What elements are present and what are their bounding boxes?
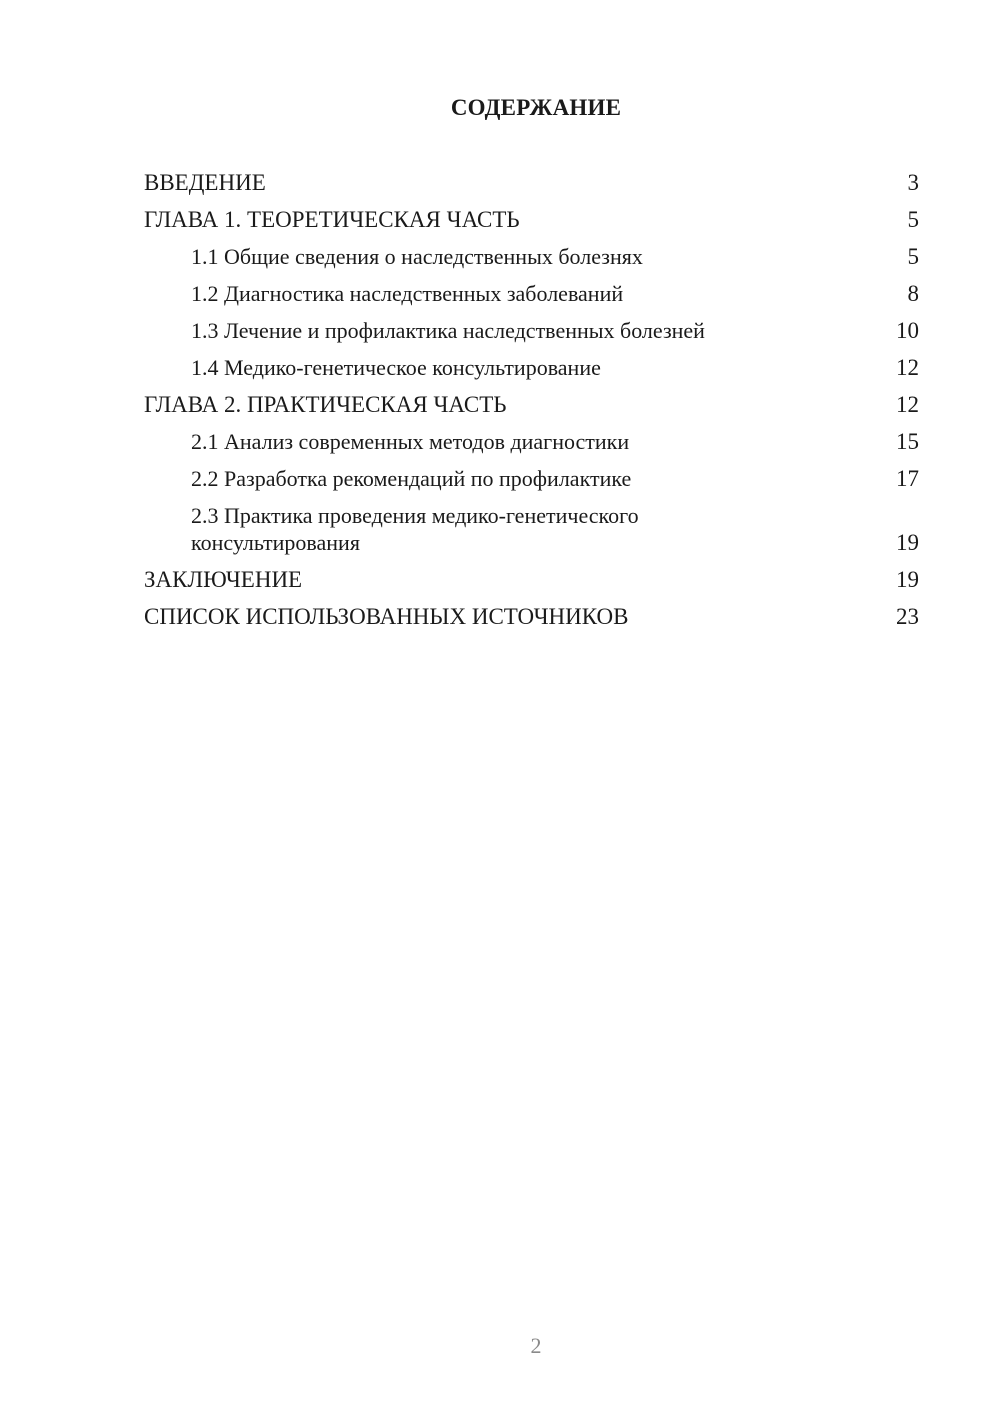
toc-entry-label: СПИСОК ИСПОЛЬЗОВАННЫХ ИСТОЧНИКОВ [144, 604, 629, 629]
toc-entry-page: 19 [896, 530, 919, 555]
toc-entry-label: ГЛАВА 2. ПРАКТИЧЕСКАЯ ЧАСТЬ [144, 392, 507, 417]
toc-entry-label: 2.1 Анализ современных методов диагностики [191, 429, 630, 454]
toc-entry-section-2-3[interactable] [144, 502, 919, 556]
toc-entry-page: 8 [907, 281, 919, 306]
page-number: 2 [530, 1333, 542, 1358]
toc-entry-references[interactable] [144, 603, 919, 630]
toc-entry-introduction[interactable] [144, 169, 919, 196]
toc-entry-page: 5 [907, 207, 919, 232]
toc-entry-label: 1.1 Общие сведения о наследственных болезнях [191, 244, 643, 269]
toc-entry-label: 2.2 Разработка рекомендаций по профилактике [191, 466, 632, 491]
toc-entry-label: 2.3 Практика проведения медико-генетического консультирования [191, 503, 639, 555]
toc-entry-page: 10 [896, 318, 919, 343]
toc-entry-page: 5 [907, 244, 919, 269]
toc-entry-label: ЗАКЛЮЧЕНИЕ [144, 567, 303, 592]
toc-entry-section-1-2[interactable] [144, 280, 919, 307]
toc-entry-label: ГЛАВА 1. ТЕОРЕТИЧЕСКАЯ ЧАСТЬ [144, 207, 520, 232]
toc-entry-label: 1.2 Диагностика наследственных заболеваний [191, 281, 624, 306]
toc-entry-label: 1.4 Медико-генетическое консультирование [191, 355, 601, 380]
toc-entry-section-2-1[interactable] [144, 428, 919, 455]
toc-entry-section-2-2[interactable] [144, 465, 919, 492]
toc-entry-chapter-2[interactable] [144, 391, 919, 418]
toc-entry-chapter-1[interactable] [144, 206, 919, 233]
toc-entry-section-1-4[interactable] [144, 354, 919, 381]
toc-entry-conclusion[interactable] [144, 566, 919, 593]
toc-entry-label: 1.3 Лечение и профилактика наследственных болезней [191, 318, 705, 343]
toc-entry-page: 15 [896, 429, 919, 454]
toc-entry-page: 23 [896, 604, 919, 629]
toc-entry-label: ВВЕДЕНИЕ [144, 170, 266, 195]
page-title: СОДЕРЖАНИЕ [450, 95, 622, 120]
toc-entry-section-1-1[interactable] [144, 243, 919, 270]
toc-entry-page: 12 [896, 355, 919, 380]
toc-entry-page: 12 [896, 392, 919, 417]
toc-entry-page: 17 [896, 466, 919, 491]
toc-entry-page: 3 [907, 170, 919, 195]
table-of-contents [144, 169, 919, 640]
toc-entry-section-1-3[interactable] [144, 317, 919, 344]
toc-entry-page: 19 [896, 567, 919, 592]
